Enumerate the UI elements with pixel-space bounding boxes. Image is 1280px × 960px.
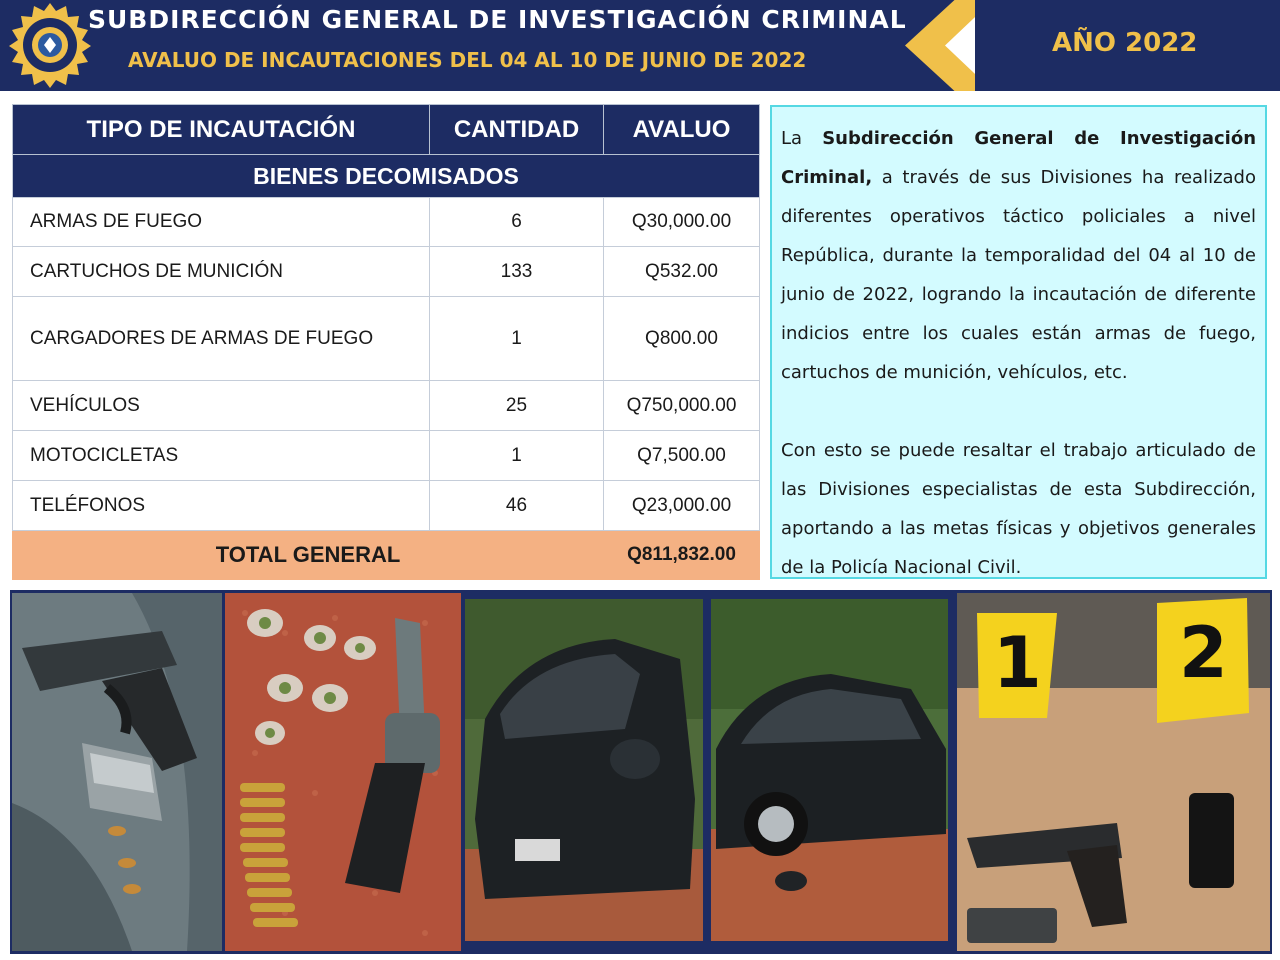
photo-evidence-markers — [957, 593, 1270, 951]
photo-pistol-magazine — [12, 593, 222, 951]
column-header-type: TIPO DE INCAUTACIÓN — [13, 105, 430, 155]
row-quantity: 46 — [430, 481, 604, 531]
photo-vehicle-rear — [465, 599, 703, 941]
row-quantity: 1 — [430, 431, 604, 481]
header-subtitle: AVALUO DE INCAUTACIONES DEL 04 AL 10 DE JUNIO DE 2022 — [128, 48, 807, 72]
row-value: Q750,000.00 — [604, 381, 760, 431]
seizures-table — [12, 104, 760, 580]
row-value: Q7,500.00 — [604, 431, 760, 481]
photo-strip — [10, 590, 1272, 954]
header-title: SUBDIRECCIÓN GENERAL DE INVESTIGACIÓN CRIMINAL — [88, 5, 907, 34]
section-row — [13, 155, 760, 198]
table-row — [13, 247, 760, 297]
row-value: Q532.00 — [604, 247, 760, 297]
row-value: Q23,000.00 — [604, 481, 760, 531]
phone-icon — [1189, 793, 1234, 888]
row-value: Q800.00 — [604, 297, 760, 381]
table-row — [13, 198, 760, 247]
row-quantity: 1 — [430, 297, 604, 381]
total-value: Q811,832.00 — [604, 531, 760, 580]
police-badge-icon — [8, 2, 92, 88]
row-type: TELÉFONOS — [13, 481, 430, 531]
table-row — [13, 481, 760, 531]
summary-bold-text: Subdirección General de Investigación Criminal, — [781, 128, 1257, 188]
photo-vehicle-side — [711, 599, 948, 941]
summary-paragraph-1 — [781, 119, 1256, 392]
row-type: ARMAS DE FUEGO — [13, 198, 430, 247]
summary-textbox — [770, 105, 1267, 579]
year-label: AÑO 2022 — [1052, 28, 1198, 58]
row-quantity: 6 — [430, 198, 604, 247]
header-banner — [0, 0, 1280, 91]
row-type: VEHÍCULOS — [13, 381, 430, 431]
row-type: MOTOCICLETAS — [13, 431, 430, 481]
row-value: Q30,000.00 — [604, 198, 760, 247]
summary-text: a través de sus Divisiones ha realizado diferentes operativos táctico policiales a nivel República, durante la temporalidad del 04 al 10 de junio de 2022, logrando la incautación de diferente indicios entre los cuales están armas de fuego, cartuchos de munición, vehículos, etc. — [781, 167, 1256, 383]
row-quantity: 25 — [430, 381, 604, 431]
summary-paragraph-2: Con esto se puede resaltar el trabajo articulado de las Divisiones especialistas de esta Subdirección, aportando a las metas físicas y objetivos generales de la Policía Nacional Civil. — [781, 440, 1256, 578]
evidence-marker-1-label: 1 — [993, 622, 1042, 704]
section-title: BIENES DECOMISADOS — [13, 155, 760, 198]
column-header-quantity: CANTIDAD — [430, 105, 604, 155]
summary-text: La — [781, 128, 823, 149]
table-row — [13, 297, 760, 381]
row-quantity: 133 — [430, 247, 604, 297]
row-type: CARTUCHOS DE MUNICIÓN — [13, 247, 430, 297]
table-header-row — [13, 105, 760, 155]
column-header-value: AVALUO — [604, 105, 760, 155]
table-row — [13, 381, 760, 431]
table-row — [13, 431, 760, 481]
total-label: TOTAL GENERAL — [13, 531, 604, 580]
photo-revolver-ammo — [225, 593, 461, 951]
total-row — [13, 531, 760, 580]
row-type: CARGADORES DE ARMAS DE FUEGO — [13, 297, 430, 381]
evidence-marker-2-label: 2 — [1179, 612, 1228, 694]
